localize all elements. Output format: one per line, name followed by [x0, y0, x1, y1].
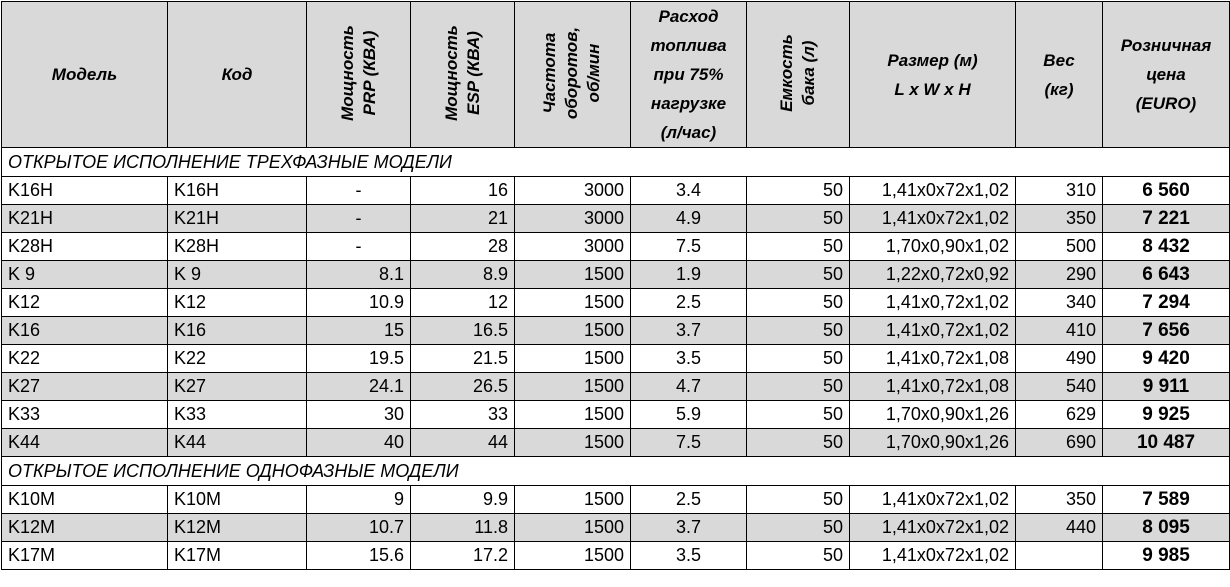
cell-rpm: 1500: [515, 289, 631, 317]
cell-prp: 9: [307, 486, 411, 514]
cell-price: 8 432: [1103, 233, 1230, 261]
cell-weight: 290: [1016, 261, 1103, 289]
cell-tank: 50: [747, 345, 850, 373]
cell-model: K44: [2, 429, 168, 457]
cell-prp: 10.9: [307, 289, 411, 317]
cell-tank: 50: [747, 261, 850, 289]
cell-weight: 410: [1016, 317, 1103, 345]
header-size: Размер (м) L x W x H: [850, 2, 1016, 148]
cell-size: 1,70x0,90x1,02: [850, 233, 1016, 261]
header-price: Розничная цена (EURO): [1103, 2, 1230, 148]
cell-fuel: 7.5: [631, 429, 747, 457]
cell-esp: 16.5: [411, 317, 515, 345]
cell-weight: 500: [1016, 233, 1103, 261]
cell-weight: 490: [1016, 345, 1103, 373]
cell-weight: 340: [1016, 289, 1103, 317]
cell-size: 1,41x0,72x1,02: [850, 289, 1016, 317]
cell-esp: 16: [411, 177, 515, 205]
cell-rpm: 3000: [515, 233, 631, 261]
cell-prp: 24.1: [307, 373, 411, 401]
cell-fuel: 2.5: [631, 289, 747, 317]
cell-fuel: 3.7: [631, 317, 747, 345]
cell-rpm: 1500: [515, 542, 631, 570]
table-row: [2, 261, 1230, 289]
cell-prp: -: [307, 177, 411, 205]
cell-esp: 12: [411, 289, 515, 317]
cell-tank: 50: [747, 289, 850, 317]
table-row: [2, 177, 1230, 205]
cell-size: 1,22x0,72x0,92: [850, 261, 1016, 289]
cell-fuel: 3.4: [631, 177, 747, 205]
cell-size: 1,41x0x72x1,02: [850, 205, 1016, 233]
cell-model: K17M: [2, 542, 168, 570]
cell-code: K12: [168, 289, 307, 317]
cell-size: 1,41x0x72x1,02: [850, 542, 1016, 570]
cell-model: K 9: [2, 261, 168, 289]
table-row: [2, 429, 1230, 457]
cell-fuel: 3.7: [631, 514, 747, 542]
cell-model: K27: [2, 373, 168, 401]
header-esp: Мощность ESP (КВА): [411, 2, 515, 148]
table-row: [2, 542, 1230, 570]
section-header-row: [2, 457, 1230, 486]
cell-tank: 50: [747, 429, 850, 457]
table-row: [2, 345, 1230, 373]
cell-weight: [1016, 542, 1103, 570]
cell-model: K33: [2, 401, 168, 429]
cell-size: 1,41x0,72x1,08: [850, 345, 1016, 373]
cell-weight: 440: [1016, 514, 1103, 542]
cell-prp: 30: [307, 401, 411, 429]
cell-fuel: 1.9: [631, 261, 747, 289]
cell-size: 1,41x0x72x1,02: [850, 177, 1016, 205]
header-model: Модель: [2, 2, 168, 148]
cell-price: 8 095: [1103, 514, 1230, 542]
cell-code: K27: [168, 373, 307, 401]
cell-fuel: 3.5: [631, 345, 747, 373]
cell-price: 6 560: [1103, 177, 1230, 205]
section-header-row: [2, 148, 1230, 177]
section-title: ОТКРЫТОЕ ИСПОЛНЕНИЕ ТРЕХФАЗНЫЕ МОДЕЛИ: [2, 148, 1230, 177]
cell-esp: 17.2: [411, 542, 515, 570]
header-prp: Мощность PRP (КВА): [307, 2, 411, 148]
cell-model: K16H: [2, 177, 168, 205]
cell-esp: 33: [411, 401, 515, 429]
table-body: [2, 148, 1230, 570]
table-row: [2, 317, 1230, 345]
cell-model: K16: [2, 317, 168, 345]
cell-code: K12M: [168, 514, 307, 542]
cell-tank: 50: [747, 233, 850, 261]
table-row: [2, 486, 1230, 514]
cell-fuel: 7.5: [631, 233, 747, 261]
cell-esp: 11.8: [411, 514, 515, 542]
section-title: ОТКРЫТОЕ ИСПОЛНЕНИЕ ОДНОФАЗНЫЕ МОДЕЛИ: [2, 457, 1230, 486]
cell-prp: 15.6: [307, 542, 411, 570]
cell-price: 9 911: [1103, 373, 1230, 401]
cell-esp: 28: [411, 233, 515, 261]
cell-prp: -: [307, 233, 411, 261]
cell-price: 10 487: [1103, 429, 1230, 457]
cell-rpm: 1500: [515, 373, 631, 401]
cell-price: 9 985: [1103, 542, 1230, 570]
cell-prp: 10.7: [307, 514, 411, 542]
cell-rpm: 1500: [515, 345, 631, 373]
cell-rpm: 1500: [515, 401, 631, 429]
cell-weight: 629: [1016, 401, 1103, 429]
cell-code: K10M: [168, 486, 307, 514]
table-row: [2, 373, 1230, 401]
table-row: [2, 514, 1230, 542]
cell-tank: 50: [747, 177, 850, 205]
cell-rpm: 1500: [515, 486, 631, 514]
cell-model: K12: [2, 289, 168, 317]
table-row: [2, 401, 1230, 429]
cell-prp: 19.5: [307, 345, 411, 373]
table-row: [2, 205, 1230, 233]
cell-esp: 9.9: [411, 486, 515, 514]
cell-tank: 50: [747, 542, 850, 570]
cell-price: 7 589: [1103, 486, 1230, 514]
cell-esp: 21: [411, 205, 515, 233]
header-rpm: Частота оборотов, об/мин: [515, 2, 631, 148]
cell-code: K16: [168, 317, 307, 345]
cell-model: K12M: [2, 514, 168, 542]
cell-size: 1,70x0,90x1,26: [850, 429, 1016, 457]
cell-weight: 690: [1016, 429, 1103, 457]
cell-fuel: 4.7: [631, 373, 747, 401]
cell-rpm: 1500: [515, 429, 631, 457]
cell-code: K17M: [168, 542, 307, 570]
cell-fuel: 3.5: [631, 542, 747, 570]
header-code: Код: [168, 2, 307, 148]
cell-price: 7 656: [1103, 317, 1230, 345]
cell-size: 1,41x0x72x1,02: [850, 514, 1016, 542]
cell-weight: 350: [1016, 486, 1103, 514]
cell-fuel: 5.9: [631, 401, 747, 429]
cell-fuel: 2.5: [631, 486, 747, 514]
header-tank: Емкость бака (л): [747, 2, 850, 148]
cell-esp: 21.5: [411, 345, 515, 373]
table-row: [2, 233, 1230, 261]
cell-tank: 50: [747, 317, 850, 345]
cell-size: 1,70x0,90x1,26: [850, 401, 1016, 429]
cell-weight: 350: [1016, 205, 1103, 233]
cell-code: K 9: [168, 261, 307, 289]
cell-code: K21H: [168, 205, 307, 233]
cell-size: 1,41x0x72x1,02: [850, 486, 1016, 514]
cell-price: 7 221: [1103, 205, 1230, 233]
price-table: [1, 1, 1230, 570]
cell-prp: 40: [307, 429, 411, 457]
cell-esp: 8.9: [411, 261, 515, 289]
cell-prp: -: [307, 205, 411, 233]
cell-rpm: 3000: [515, 177, 631, 205]
cell-price: 6 643: [1103, 261, 1230, 289]
cell-code: K33: [168, 401, 307, 429]
cell-price: 9 925: [1103, 401, 1230, 429]
cell-rpm: 1500: [515, 261, 631, 289]
cell-code: K44: [168, 429, 307, 457]
cell-size: 1,41x0,72x1,08: [850, 373, 1016, 401]
header-row: [2, 2, 1230, 148]
cell-code: K28H: [168, 233, 307, 261]
cell-prp: 8.1: [307, 261, 411, 289]
cell-model: K10M: [2, 486, 168, 514]
cell-rpm: 1500: [515, 514, 631, 542]
table-row: [2, 289, 1230, 317]
cell-prp: 15: [307, 317, 411, 345]
cell-weight: 310: [1016, 177, 1103, 205]
cell-rpm: 3000: [515, 205, 631, 233]
cell-model: K28H: [2, 233, 168, 261]
cell-size: 1,41x0,72x1,02: [850, 317, 1016, 345]
cell-tank: 50: [747, 514, 850, 542]
cell-esp: 44: [411, 429, 515, 457]
cell-model: K22: [2, 345, 168, 373]
cell-fuel: 4.9: [631, 205, 747, 233]
cell-esp: 26.5: [411, 373, 515, 401]
cell-price: 9 420: [1103, 345, 1230, 373]
cell-tank: 50: [747, 373, 850, 401]
cell-rpm: 1500: [515, 317, 631, 345]
cell-tank: 50: [747, 486, 850, 514]
cell-code: K16H: [168, 177, 307, 205]
cell-price: 7 294: [1103, 289, 1230, 317]
cell-model: K21H: [2, 205, 168, 233]
cell-tank: 50: [747, 205, 850, 233]
cell-code: K22: [168, 345, 307, 373]
cell-weight: 540: [1016, 373, 1103, 401]
header-weight: Вес (кг): [1016, 2, 1103, 148]
header-fuel: Расход топлива при 75% нагрузке (л/час): [631, 2, 747, 148]
cell-tank: 50: [747, 401, 850, 429]
